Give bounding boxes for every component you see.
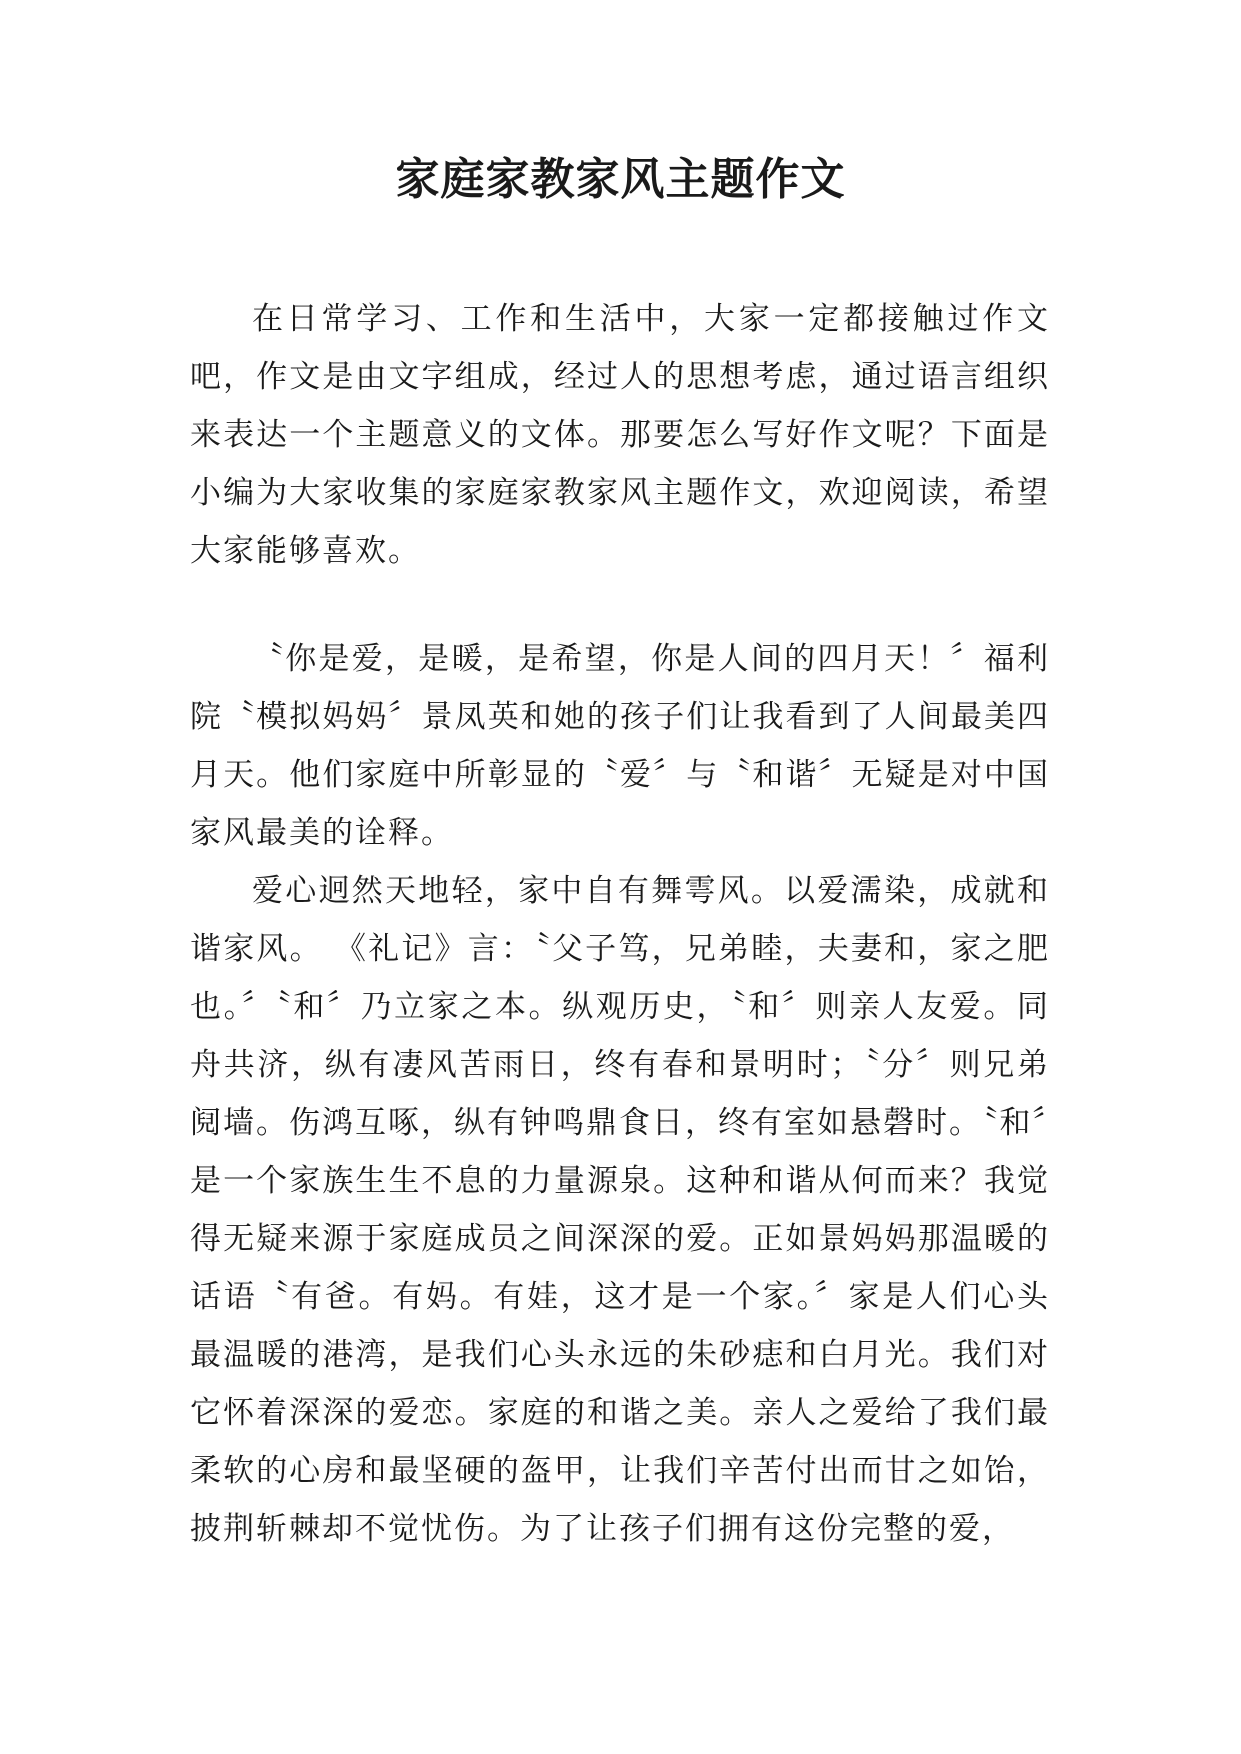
document-title: 家庭家教家风主题作文 xyxy=(395,154,846,205)
essay-section xyxy=(190,630,1050,1558)
intro-paragraph: 在日常学习、工作和生活中，大家一定都接触过作文吧，作文是由文字组成，经过人的思想考虑，通过语言组织来表达一个主题意义的文体。那要怎么写好作文呢？下面是小编为大家收集的家庭家教家风主题作文，欢迎阅读，希望大家能够喜欢。 xyxy=(190,301,1050,569)
intro-section xyxy=(190,290,1050,580)
essay-paragraph-1: 〝你是爱，是暖，是希望，你是人间的四月天！〞福利院〝模拟妈妈〞景凤英和她的孩子们让我看到了人间最美四月天。他们家庭中所彰显的〝爱〞与〝和谐〞无疑是对中国家风最美的诠释。 xyxy=(190,641,1050,851)
essay-paragraph-2: 爱心迥然天地轻，家中自有舞雩风。以爱濡染，成就和谐家风。 《礼记》言：〝父子笃，兄弟睦，夫妻和，家之肥也。〞〝和〞乃立家之本。纵观历史，〝和〞则亲人友爱。同舟共济，纵有凄风苦雨日，终有春和景明时；〝分〞则兄弟阋墙。伤鸿互啄，纵有钟鸣鼎食日，终有室如悬磬时。〝和〞是一个家族生生不息的力量源泉。这种和谐从何而来？我觉得无疑来源于家庭成员之间深深的爱。正如景妈妈那温暖的话语〝有爸。有妈。有娃，这才是一个家。〞家是人们心头最温暖的港湾，是我们心头永远的朱砂痣和白月光。我们对它怀着深深的爱恋。家庭的和谐之美。亲人之爱给了我们最柔软的心房和最坚硬的盔甲，让我们辛苦付出而甘之如饴，披荆斩棘却不觉忧伤。为了让孩子们拥有这份完整的爱， xyxy=(190,873,1050,1547)
